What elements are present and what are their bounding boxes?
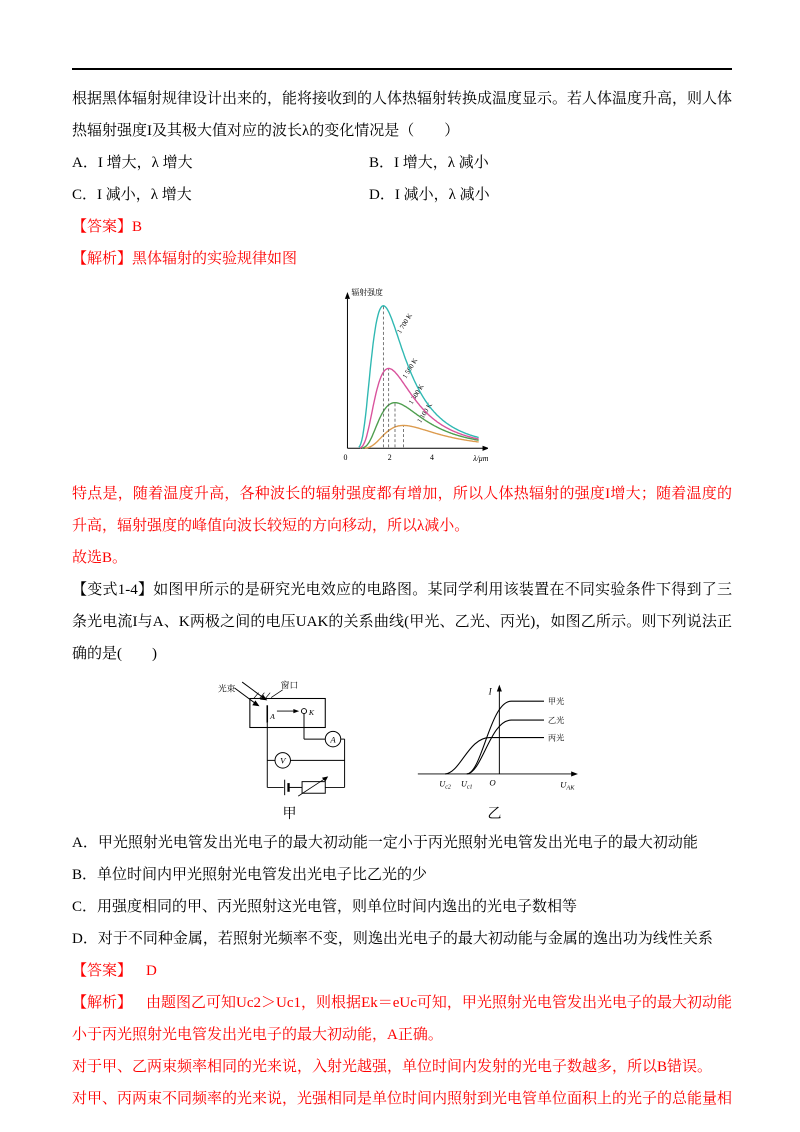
q2-analysis-b: 对于甲、乙两束频率相同的光来说，入射光越强，单位时间内发射的光电子数越多，所以B错误。 (72, 1059, 713, 1075)
analysis-text: 由题图乙可知Uc2＞Uc1，则根据Ek＝eUc可知，甲光照射光电管发出光电子的最大初动能小于丙光照射光电管发出光电子的最大初动能，A正确。 (72, 995, 732, 1043)
analysis-text: 黑体辐射的实验规律如图 (132, 251, 298, 267)
wires (267, 711, 344, 788)
page-content (72, 68, 732, 1115)
answer-value: D (146, 963, 157, 979)
window-label: 窗口 (280, 679, 299, 690)
q1-option-c: C．I 减小，λ 增大 (72, 187, 192, 203)
iv-graph (402, 674, 587, 805)
q2-figures (72, 674, 732, 825)
curve-label: 丙光 (547, 733, 565, 743)
axis-label: $U_{c1}$ (460, 779, 473, 791)
window-pointer (271, 690, 283, 698)
blackbody-figure (72, 279, 732, 476)
q2-option-b: B．单位时间内甲光照射光电管发出光电子比乙光的少 (72, 867, 428, 883)
q1-option-d: D．I 减小，λ 减小 (369, 187, 490, 203)
x-arrowhead (483, 446, 488, 451)
cathode-label: K (308, 707, 314, 717)
curve-label: 1 300 K (407, 383, 426, 406)
curve-label: 1 700 K (396, 312, 414, 336)
q1-option-b: B．I 增大，λ 减小 (369, 155, 489, 171)
answer-label: 【答案】 (72, 963, 133, 979)
q1-answer-line (72, 211, 732, 243)
q2-analysis-line (72, 987, 732, 1051)
figure-yi-caption: 乙 (487, 807, 502, 822)
figure-yi (402, 674, 587, 825)
q2-tag: 【变式1-4】 (72, 582, 154, 598)
x-tick-label: 2 (387, 453, 392, 463)
x-arrowhead (571, 771, 578, 776)
voltmeter-label: V (280, 755, 286, 766)
q2-option-a: A．甲光照射光电管发出光电子的最大初动能一定小于丙光照射光电管发出光电子的最大初动能 (72, 835, 698, 851)
figure-jia (217, 679, 362, 825)
figure-jia-caption: 甲 (282, 807, 297, 822)
curve-丙光 (445, 738, 544, 774)
x-tick-label: 0 (343, 453, 348, 463)
top-rule (72, 68, 732, 70)
beam-label: 光束 (217, 683, 236, 694)
analysis-label: 【解析】 (72, 995, 133, 1011)
answer-value: B (132, 219, 143, 235)
electron-arrowhead (293, 709, 299, 713)
axis-label: $U_{AK}$ (560, 779, 575, 792)
curve-1 300 K (362, 403, 479, 448)
q1-feature: 特点是，随着温度升高，各种波长的辐射强度都有增加，所以人体热辐射的强度I增大；随着温度的升高，辐射强度的峰值向波长较短的方向移动，所以λ减小。 (72, 486, 732, 534)
axis-label: $U_{c2}$ (439, 779, 451, 791)
y-axis-title: 辐射强度 (351, 287, 383, 297)
origin-label: O (489, 777, 496, 788)
q1-options (72, 147, 732, 211)
curve-label: 1 500 K (401, 357, 420, 380)
analysis-label: 【解析】 (72, 251, 133, 267)
q2-option-c: C．用强度相同的甲、丙光照射这光电管，则单位时间内逸出的光电子数相等 (72, 899, 578, 915)
x-axis-title: λ/μm (473, 454, 488, 464)
y-axis-title: I (488, 686, 492, 697)
rheostat-arrowhead (322, 776, 328, 781)
q2-answer-line (72, 955, 732, 987)
cathode (301, 709, 306, 714)
q2-stem (72, 574, 732, 670)
q2-option-d: D．对于不同种金属，若照射光频率不变，则逸出光电子的最大初动能与金属的逸出功为线性关系 (72, 931, 713, 947)
blackbody-chart (316, 279, 488, 476)
y-arrowhead (497, 685, 502, 692)
curve-label: 甲光 (547, 697, 565, 707)
ammeter-label: A (330, 734, 336, 745)
q2-stem-text: 如图甲所示的是研究光电效应的电路图。某同学利用该装置在不同实验条件下得到了三条光电流I与A、K两极之间的电压UAK的关系曲线(甲光、乙光、丙光)，如图乙所示。则下列说法正确的是( ) (72, 582, 732, 662)
q1-conclusion: 故选B。 (72, 550, 128, 566)
curve-label: 1 100 K (416, 401, 435, 425)
q1-option-a: A．I 增大，λ 增大 (72, 155, 193, 171)
anode-label: A (270, 711, 275, 721)
answer-label: 【答案】 (72, 219, 133, 235)
q1-stem: 根据黑体辐射规律设计出来的，能将接收到的人体热辐射转换成温度显示。若人体温度升高，则人体热辐射强度I及其极大值对应的波长λ的变化情况是（ ） (72, 91, 733, 139)
circuit-diagram (217, 679, 362, 805)
battery-icon (285, 780, 289, 795)
curve-乙光 (467, 720, 544, 774)
q2-analysis-c: 对甲、丙两束不同频率的光来说，光强相同是单位时间内照射到光电管单位面积上的光子的总能量相 (72, 1091, 733, 1107)
curve-label: 乙光 (547, 716, 565, 726)
y-arrowhead (345, 292, 350, 299)
x-tick-label: 4 (430, 453, 434, 463)
q1-analysis-line (72, 243, 732, 275)
